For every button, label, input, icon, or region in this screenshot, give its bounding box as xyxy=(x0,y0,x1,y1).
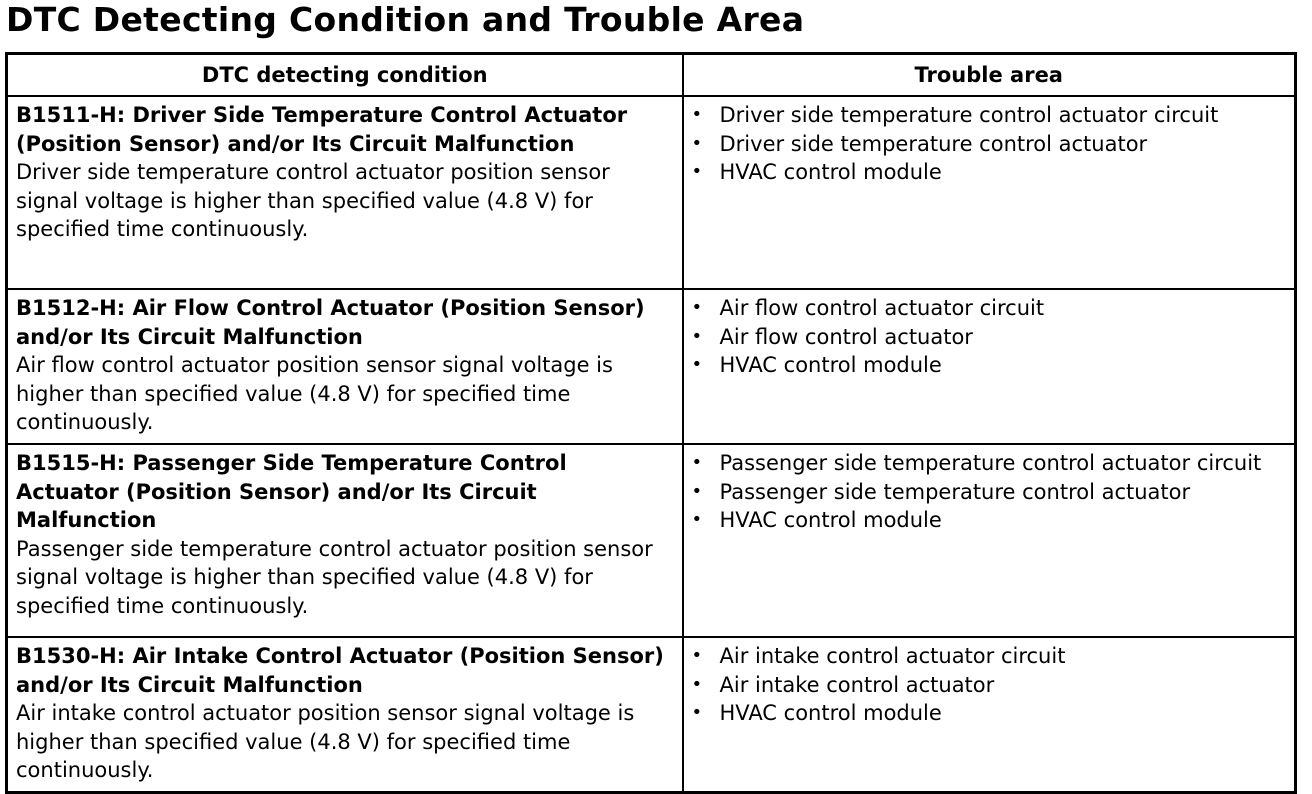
table-row xyxy=(7,289,1296,444)
page-title: DTC Detecting Condition and Trouble Area xyxy=(6,0,805,39)
bullet-icon: • xyxy=(691,161,703,183)
trouble-area-item: Driver side temperature control actuator xyxy=(719,131,1148,156)
dtc-code-title: B1512-H: Air Flow Control Actuator (Position Sensor) and/or Its Circuit Malfunction xyxy=(16,296,645,349)
dtc-description: Air intake control actuator position sensor signal voltage is higher than specified value (4.8 V) for specified time continuously. xyxy=(16,701,635,783)
trouble-area-list xyxy=(690,101,1289,187)
trouble-area-item: HVAC control module xyxy=(719,353,942,378)
list-item xyxy=(690,158,1289,187)
list-item xyxy=(690,323,1289,352)
bullet-icon: • xyxy=(691,509,703,531)
trouble-area-list xyxy=(690,294,1289,380)
dtc-code-title: B1530-H: Air Intake Control Actuator (Position Sensor) and/or Its Circuit Malfunction xyxy=(16,644,664,697)
list-item xyxy=(690,506,1289,535)
bullet-icon: • xyxy=(691,354,703,376)
list-item xyxy=(690,671,1289,700)
list-item xyxy=(690,294,1289,323)
trouble-area-cell xyxy=(683,444,1296,637)
condition-cell xyxy=(7,289,683,444)
bullet-icon: • xyxy=(691,645,703,666)
condition-cell xyxy=(7,637,683,793)
dtc-description: Air flow control actuator position sensor signal voltage is higher than specified value (4.8 V) for specified time continuously. xyxy=(16,353,613,435)
trouble-area-list xyxy=(690,449,1289,535)
bullet-icon: • xyxy=(691,132,703,154)
trouble-area-item: HVAC control module xyxy=(719,701,942,726)
trouble-area-cell xyxy=(683,289,1296,444)
table-header-row xyxy=(7,54,1296,97)
dtc-code-title: B1511-H: Driver Side Temperature Control Actuator (Position Sensor) and/or Its Circuit Malfunction xyxy=(16,103,628,156)
trouble-area-item: HVAC control module xyxy=(719,508,942,533)
column-header-trouble-area: Trouble area xyxy=(683,54,1296,97)
dtc-code-title: B1515-H: Passenger Side Temperature Control Actuator (Position Sensor) and/or Its Circuit Malfunction xyxy=(16,451,567,533)
dtc-description: Passenger side temperature control actuator position sensor signal voltage is higher than specified value (4.8 V) for specified time continuously. xyxy=(16,536,653,618)
list-item xyxy=(690,130,1289,159)
list-item xyxy=(690,478,1289,507)
bullet-icon: • xyxy=(691,325,703,347)
trouble-area-list xyxy=(690,642,1289,728)
table-row xyxy=(7,96,1296,289)
dtc-description: Driver side temperature control actuator position sensor signal voltage is higher than specified value (4.8 V) for specified time continuously. xyxy=(16,160,610,242)
list-item xyxy=(690,642,1289,671)
bullet-icon: • xyxy=(691,480,703,502)
dtc-table xyxy=(5,52,1297,794)
trouble-area-cell xyxy=(683,96,1296,289)
condition-cell xyxy=(7,96,683,289)
trouble-area-cell xyxy=(683,637,1296,793)
trouble-area-item: Air flow control actuator circuit xyxy=(719,296,1045,320)
trouble-area-item: Air intake control actuator circuit xyxy=(719,644,1066,668)
list-item xyxy=(690,351,1289,380)
bullet-icon: • xyxy=(691,702,703,724)
trouble-area-item: Driver side temperature control actuator circuit xyxy=(719,103,1219,127)
bullet-icon: • xyxy=(691,673,703,695)
trouble-area-item: Air flow control actuator xyxy=(719,324,973,349)
bullet-icon: • xyxy=(691,297,703,318)
trouble-area-item: HVAC control module xyxy=(719,160,942,185)
bullet-icon: • xyxy=(691,104,703,125)
table-row xyxy=(7,444,1296,637)
trouble-area-item: Air intake control actuator xyxy=(719,672,995,697)
condition-cell xyxy=(7,444,683,637)
list-item xyxy=(690,449,1289,478)
column-header-condition: DTC detecting condition xyxy=(7,54,683,97)
list-item xyxy=(690,101,1289,130)
trouble-area-item: Passenger side temperature control actuator xyxy=(719,479,1191,504)
table-row xyxy=(7,637,1296,793)
trouble-area-item: Passenger side temperature control actuator circuit xyxy=(719,451,1262,475)
list-item xyxy=(690,699,1289,728)
bullet-icon: • xyxy=(691,452,703,473)
